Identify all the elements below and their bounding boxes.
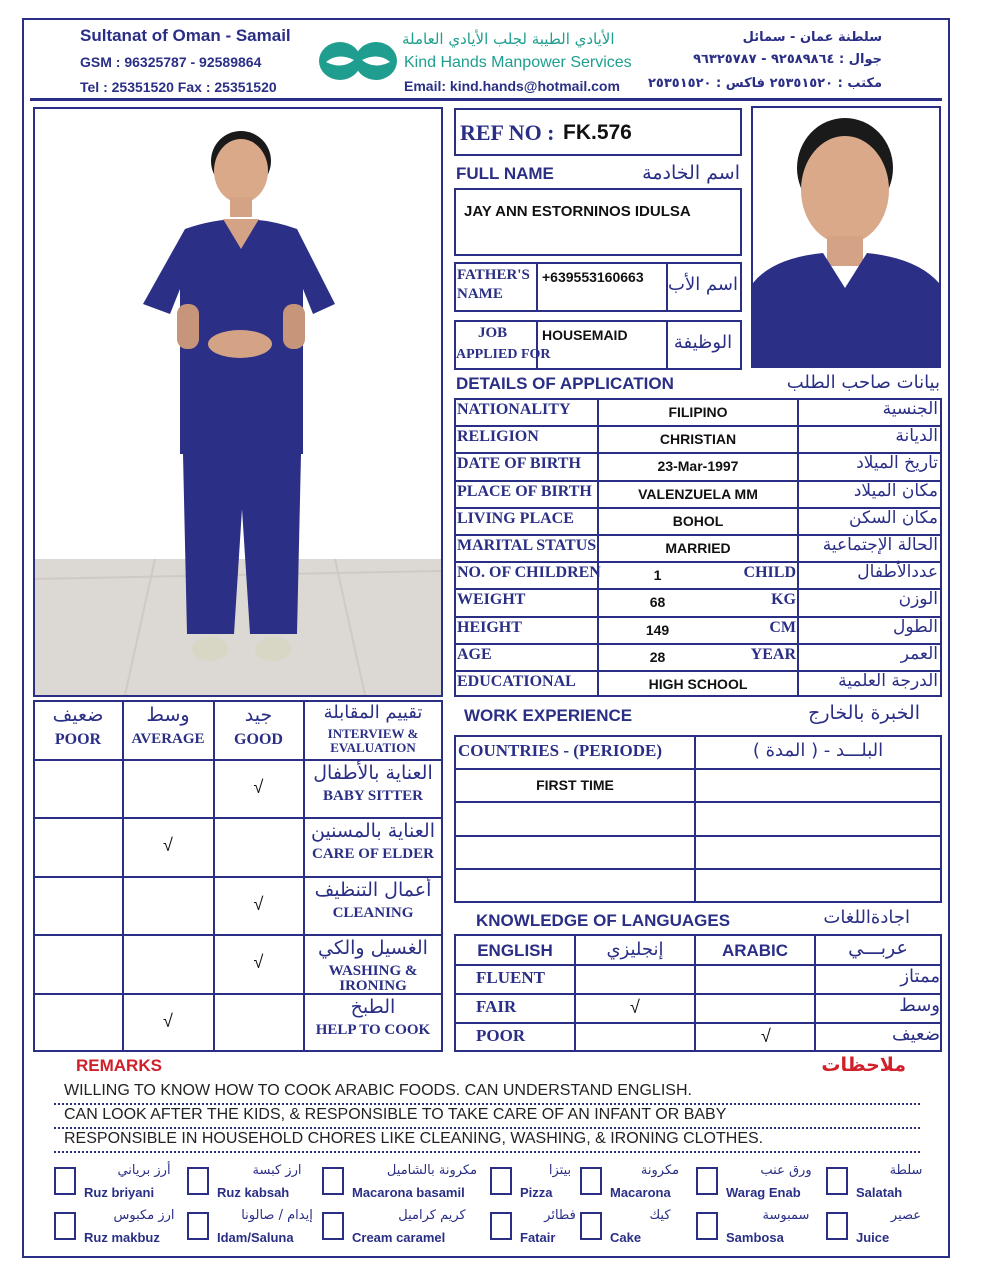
lang-level-ar: ضعيف	[891, 1024, 940, 1045]
remarks-line-2: CAN LOOK AFTER THE KIDS, & RESPONSIBLE TO TAKE CARE OF AN INFANT OR BABY	[64, 1106, 727, 1123]
details-value: 149	[645, 621, 670, 638]
eval-header-good-ar: جيد	[244, 704, 273, 726]
eval-skill-ar: العناية بالأطفال	[313, 762, 433, 784]
food-label-en: Pizza	[520, 1185, 553, 1200]
full-body-photo	[33, 107, 443, 697]
food-label-ar: إيدام / صالونا	[241, 1208, 313, 1223]
details-value: 1	[653, 567, 662, 584]
details-label-ar: الدرجة العلمية	[838, 671, 938, 691]
details-unit: YEAR	[750, 645, 796, 663]
food-checkbox[interactable]	[187, 1212, 209, 1240]
food-label-en: Macarona	[610, 1185, 671, 1200]
full-name-label-ar: اسم الخادمة	[642, 162, 740, 184]
food-label-ar: عصير	[890, 1208, 922, 1223]
details-label: LIVING PLACE	[457, 509, 574, 527]
food-checkbox[interactable]	[580, 1167, 602, 1195]
header-left-tel: Tel : 25351520 Fax : 25351520	[80, 79, 277, 95]
eval-skill-en: CARE OF ELDER	[312, 846, 434, 862]
remarks-label: REMARKS	[76, 1056, 162, 1075]
food-checkbox[interactable]	[580, 1212, 602, 1240]
food-checkbox[interactable]	[322, 1167, 344, 1195]
food-checkbox[interactable]	[322, 1212, 344, 1240]
food-label-ar: مكرونة بالشاميل	[386, 1163, 478, 1178]
work-col-ar: البلـــد - ( المدة )	[752, 740, 884, 761]
details-value: HIGH SCHOOL	[648, 676, 748, 692]
details-label: DATE OF BIRTH	[457, 455, 581, 473]
food-checkbox[interactable]	[826, 1167, 848, 1195]
header-divider	[30, 98, 942, 101]
details-label-ar: عددالأطفال	[857, 562, 938, 583]
lang-arabic-label-ar: عربـــي	[848, 937, 908, 959]
details-value: CHRISTIAN	[659, 431, 737, 448]
work-entry: FIRST TIME	[536, 777, 614, 793]
eval-tick-icon: √	[163, 1011, 173, 1031]
food-label-en: Macarona basamil	[352, 1185, 465, 1200]
header-email: Email: kind.hands@hotmail.com	[404, 78, 620, 94]
eval-skill-ar: الغسيل والكي	[318, 937, 428, 959]
food-label-ar: كيك	[649, 1208, 671, 1223]
details-value: FILIPINO	[668, 404, 728, 420]
details-label-ar: مكان الميلاد	[853, 480, 938, 501]
food-label-en: Ruz kabsah	[217, 1185, 290, 1200]
details-value: VALENZUELA MM	[638, 485, 758, 502]
header-company-english: Kind Hands Manpower Services	[404, 54, 632, 71]
details-label-ar: تاريخ الميلاد	[856, 453, 938, 474]
header-right-office: مكتب : ٢٥٣٥١٥٢٠ فاكس : ٢٥٣٥١٥٢٠	[647, 76, 882, 91]
details-label-ar: العمر	[900, 643, 938, 664]
details-value: MARRIED	[665, 540, 731, 556]
company-logo-icon	[318, 40, 398, 82]
food-label-ar: سمبوسة	[762, 1208, 810, 1223]
eval-skill-ar: العناية بالمسنين	[310, 820, 435, 842]
food-label-ar: فطائر	[544, 1208, 576, 1223]
eval-skill-en: CLEANING	[332, 905, 414, 921]
job-value: HOUSEMAID	[542, 327, 628, 343]
food-label-en: Juice	[856, 1230, 890, 1245]
work-heading: WORK EXPERIENCE	[464, 706, 633, 725]
food-checkbox[interactable]	[490, 1167, 512, 1195]
food-label-en: Fatair	[520, 1230, 556, 1245]
remarks-line-3: RESPONSIBLE IN HOUSEHOLD CHORES LIKE CLEANING, WASHING, & IRONING CLOTHES.	[64, 1130, 764, 1147]
eval-header-good: GOOD	[234, 731, 283, 748]
lang-english-label-ar: إنجليزي	[606, 939, 664, 960]
eval-tick-icon: √	[253, 894, 264, 914]
food-label-ar: أرز برياني	[117, 1163, 171, 1178]
header-company-arabic: الأيادي الطيبة لجلب الأيادي العاملة	[402, 30, 615, 48]
details-label: NO. OF CHILDREN	[457, 564, 601, 582]
lang-level-en: FAIR	[476, 997, 517, 1016]
food-checkbox[interactable]	[826, 1212, 848, 1240]
father-label-line2: NAME	[457, 286, 503, 302]
lang-arabic-tick-icon: √	[761, 1026, 771, 1046]
eval-skill-en: HELP TO COOK	[315, 1022, 431, 1038]
ref-no-label: REF NO :	[460, 120, 555, 145]
details-unit: KG	[771, 591, 796, 609]
details-heading: DETAILS OF APPLICATION	[456, 374, 674, 393]
remarks-label-ar: ملاحظات	[821, 1054, 906, 1076]
portrait-photo	[751, 106, 941, 368]
food-label-en: Cream caramel	[352, 1230, 446, 1245]
lang-level-en: POOR	[476, 1026, 526, 1045]
details-value: 68	[649, 594, 666, 611]
father-label-line1: FATHER'S	[457, 267, 530, 283]
work-col-en: COUNTRIES - (PERIODE)	[458, 741, 663, 760]
eval-header-average-ar: وسط	[146, 704, 190, 726]
ref-no-value: FK.576	[563, 121, 632, 144]
food-label-ar: مكرونة	[640, 1163, 680, 1178]
details-label-ar: الطول	[893, 616, 938, 637]
eval-tick-icon: √	[253, 777, 264, 797]
eval-skill-ar: أعمال التنظيف	[314, 879, 432, 901]
details-unit: CM	[769, 618, 796, 636]
food-label-en: Ruz briyani	[84, 1185, 155, 1200]
food-label-en: Warag Enab	[726, 1185, 801, 1200]
eval-header-interview: INTERVIEW & EVALUATION	[327, 726, 419, 755]
header-left-gsm: GSM : 96325787 - 92589864	[80, 54, 262, 70]
food-label-en: Ruz makbuz	[84, 1230, 160, 1245]
eval-tick-icon: √	[163, 835, 173, 855]
food-checkbox[interactable]	[490, 1212, 512, 1240]
food-label-en: Idam/Saluna	[217, 1230, 294, 1245]
father-label-ar: اسم الأب	[668, 274, 738, 295]
lang-english-label: ENGLISH	[477, 941, 553, 960]
food-label-en: Cake	[610, 1230, 642, 1245]
eval-skill-ar: الطبخ	[350, 996, 396, 1018]
details-heading-ar: بيانات صاحب الطلب	[786, 372, 940, 393]
food-checkbox[interactable]	[54, 1167, 76, 1195]
languages-heading-ar: اجادةاللغات	[823, 907, 910, 928]
food-label-ar: بيتزا	[548, 1163, 572, 1178]
header-left-title: Sultanat of Oman - Samail	[80, 26, 291, 45]
job-label-line2: APPLIED FOR	[456, 347, 551, 362]
details-label-ar: الحالة الإجتماعية	[822, 535, 938, 555]
work-heading-ar: الخبرة بالخارج	[808, 702, 920, 724]
details-label: EDUCATIONAL	[457, 673, 576, 690]
header-right-mobile: جوال : ٩٢٥٨٩٨٦٤ - ٩٦٣٢٥٧٨٧	[693, 52, 882, 67]
details-label-ar: الجنسية	[882, 399, 938, 419]
food-label-ar: ورق عنب	[760, 1163, 812, 1178]
eval-tick-icon: √	[253, 952, 264, 972]
details-label-ar: الوزن	[898, 589, 938, 610]
lang-level-en: FLUENT	[476, 968, 545, 987]
eval-skill-en: BABY SITTER	[323, 788, 423, 804]
lang-level-ar: ممتاز	[900, 966, 940, 987]
food-label-ar: ارز كبسة	[252, 1163, 302, 1178]
food-label-en: Salatah	[856, 1185, 903, 1200]
details-value: 23-Mar-1997	[657, 458, 739, 475]
details-label: PLACE OF BIRTH	[457, 482, 592, 500]
eval-header-poor-ar: ضعيف	[52, 704, 104, 726]
food-label-ar: كريم كراميل	[398, 1208, 466, 1223]
eval-header-interview-ar: تقييم المقابلة	[323, 702, 423, 723]
languages-heading: KNOWLEDGE OF LANGUAGES	[476, 911, 731, 930]
food-checkbox[interactable]	[696, 1212, 718, 1240]
details-label: WEIGHT	[457, 591, 526, 609]
details-label: HEIGHT	[457, 618, 522, 636]
details-unit: CHILD	[743, 564, 796, 582]
details-label: MARITAL STATUS	[457, 537, 597, 554]
lang-arabic-label: ARABIC	[721, 941, 789, 960]
full-name-box	[454, 188, 742, 256]
job-label-line1: JOB	[478, 325, 508, 341]
remarks-line-1: WILLING TO KNOW HOW TO COOK ARABIC FOODS. CAN UNDERSTAND ENGLISH.	[64, 1082, 692, 1099]
food-label-ar: ارز مكبوس	[113, 1208, 175, 1223]
header-right-title: سلطنة عمان - سمائل	[742, 30, 882, 45]
food-checkbox[interactable]	[696, 1167, 718, 1195]
job-label-ar: الوظيفة	[673, 332, 733, 353]
details-label: AGE	[457, 645, 492, 663]
eval-skill-en: WASHING & IRONING	[328, 963, 418, 994]
lang-level-ar: وسط	[899, 995, 940, 1016]
details-label-ar: مكان السكن	[849, 507, 938, 528]
full-name-value: JAY ANN ESTORNINOS IDULSA	[464, 203, 691, 220]
eval-header-average: AVERAGE	[131, 731, 205, 747]
details-label: RELIGION	[457, 428, 539, 446]
details-value: 28	[649, 648, 666, 665]
details-label: NATIONALITY	[457, 401, 571, 418]
food-checkbox[interactable]	[187, 1167, 209, 1195]
father-value: +639553160663	[542, 269, 644, 285]
full-name-label: FULL NAME	[456, 164, 554, 183]
food-label-en: Sambosa	[726, 1230, 784, 1245]
eval-header-poor: POOR	[54, 731, 102, 748]
details-value: BOHOL	[672, 512, 724, 529]
food-checkbox[interactable]	[54, 1212, 76, 1240]
food-label-ar: سلطة	[889, 1163, 923, 1178]
lang-english-tick-icon: √	[630, 997, 640, 1017]
details-label-ar: الديانة	[895, 426, 938, 447]
